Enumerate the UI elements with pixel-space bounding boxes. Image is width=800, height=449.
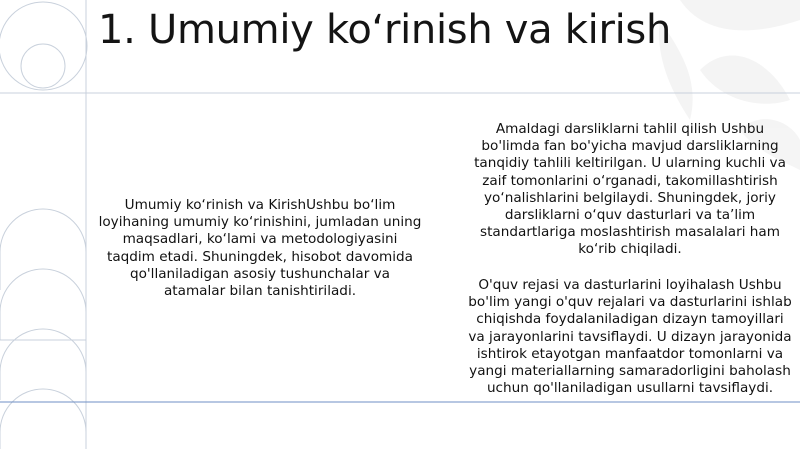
- decor-circle-large: [0, 2, 87, 90]
- slide-title: 1. Umumiy ko‘rinish va kirish: [98, 7, 672, 53]
- decor-arch-1: [0, 209, 86, 290]
- decor-arch-4: [0, 389, 86, 449]
- overview-paragraph: Umumiy ko‘rinish va KirishUshbu bo‘lim loyihaning umumiy ko‘rinishini, jumladan uning maqsadlari, ko‘lami va metodologiyasini taqdim etadi. Shuningdek, hisobot davomida qo'llaniladigan asosiy tushunchalar va atamalar bilan tanishtiriladi.: [98, 197, 422, 300]
- curriculum-design-paragraph: O'quv rejasi va dasturlarini loyihalash Ushbu bo'lim yangi o'quv rejalari va dasturlarini ishlab chiqishda foydalaniladigan dizayn tamoyillari va jarayonlarini tavsiflaydi. U dizayn jarayonida ishtirok etayotgan manfaatdor tomonlarni va yangi materiallarning samaradorligini baholash uchun qo'llaniladigan usullarni tavsiflaydi.: [468, 277, 792, 397]
- textbook-analysis-paragraph: Amaldagi darsliklarni tahlil qilish Ushbu bo'limda fan bo'yicha mavjud darsliklarning tanqidiy tahlili keltirilgan. U ularning kuchli va zaif tomonlarini o‘rganadi, takomillashtirish yo‘nalishlarini belgilaydi. Shuningdek, joriy darsliklarni o‘quv dasturlari va ta’lim standartlariga moslashtirish masalalari ham ko‘rib chiqiladi.: [474, 121, 786, 258]
- decor-arch-2: [0, 269, 86, 340]
- decor-arch-3: [0, 329, 86, 400]
- decor-circle-small: [21, 44, 65, 88]
